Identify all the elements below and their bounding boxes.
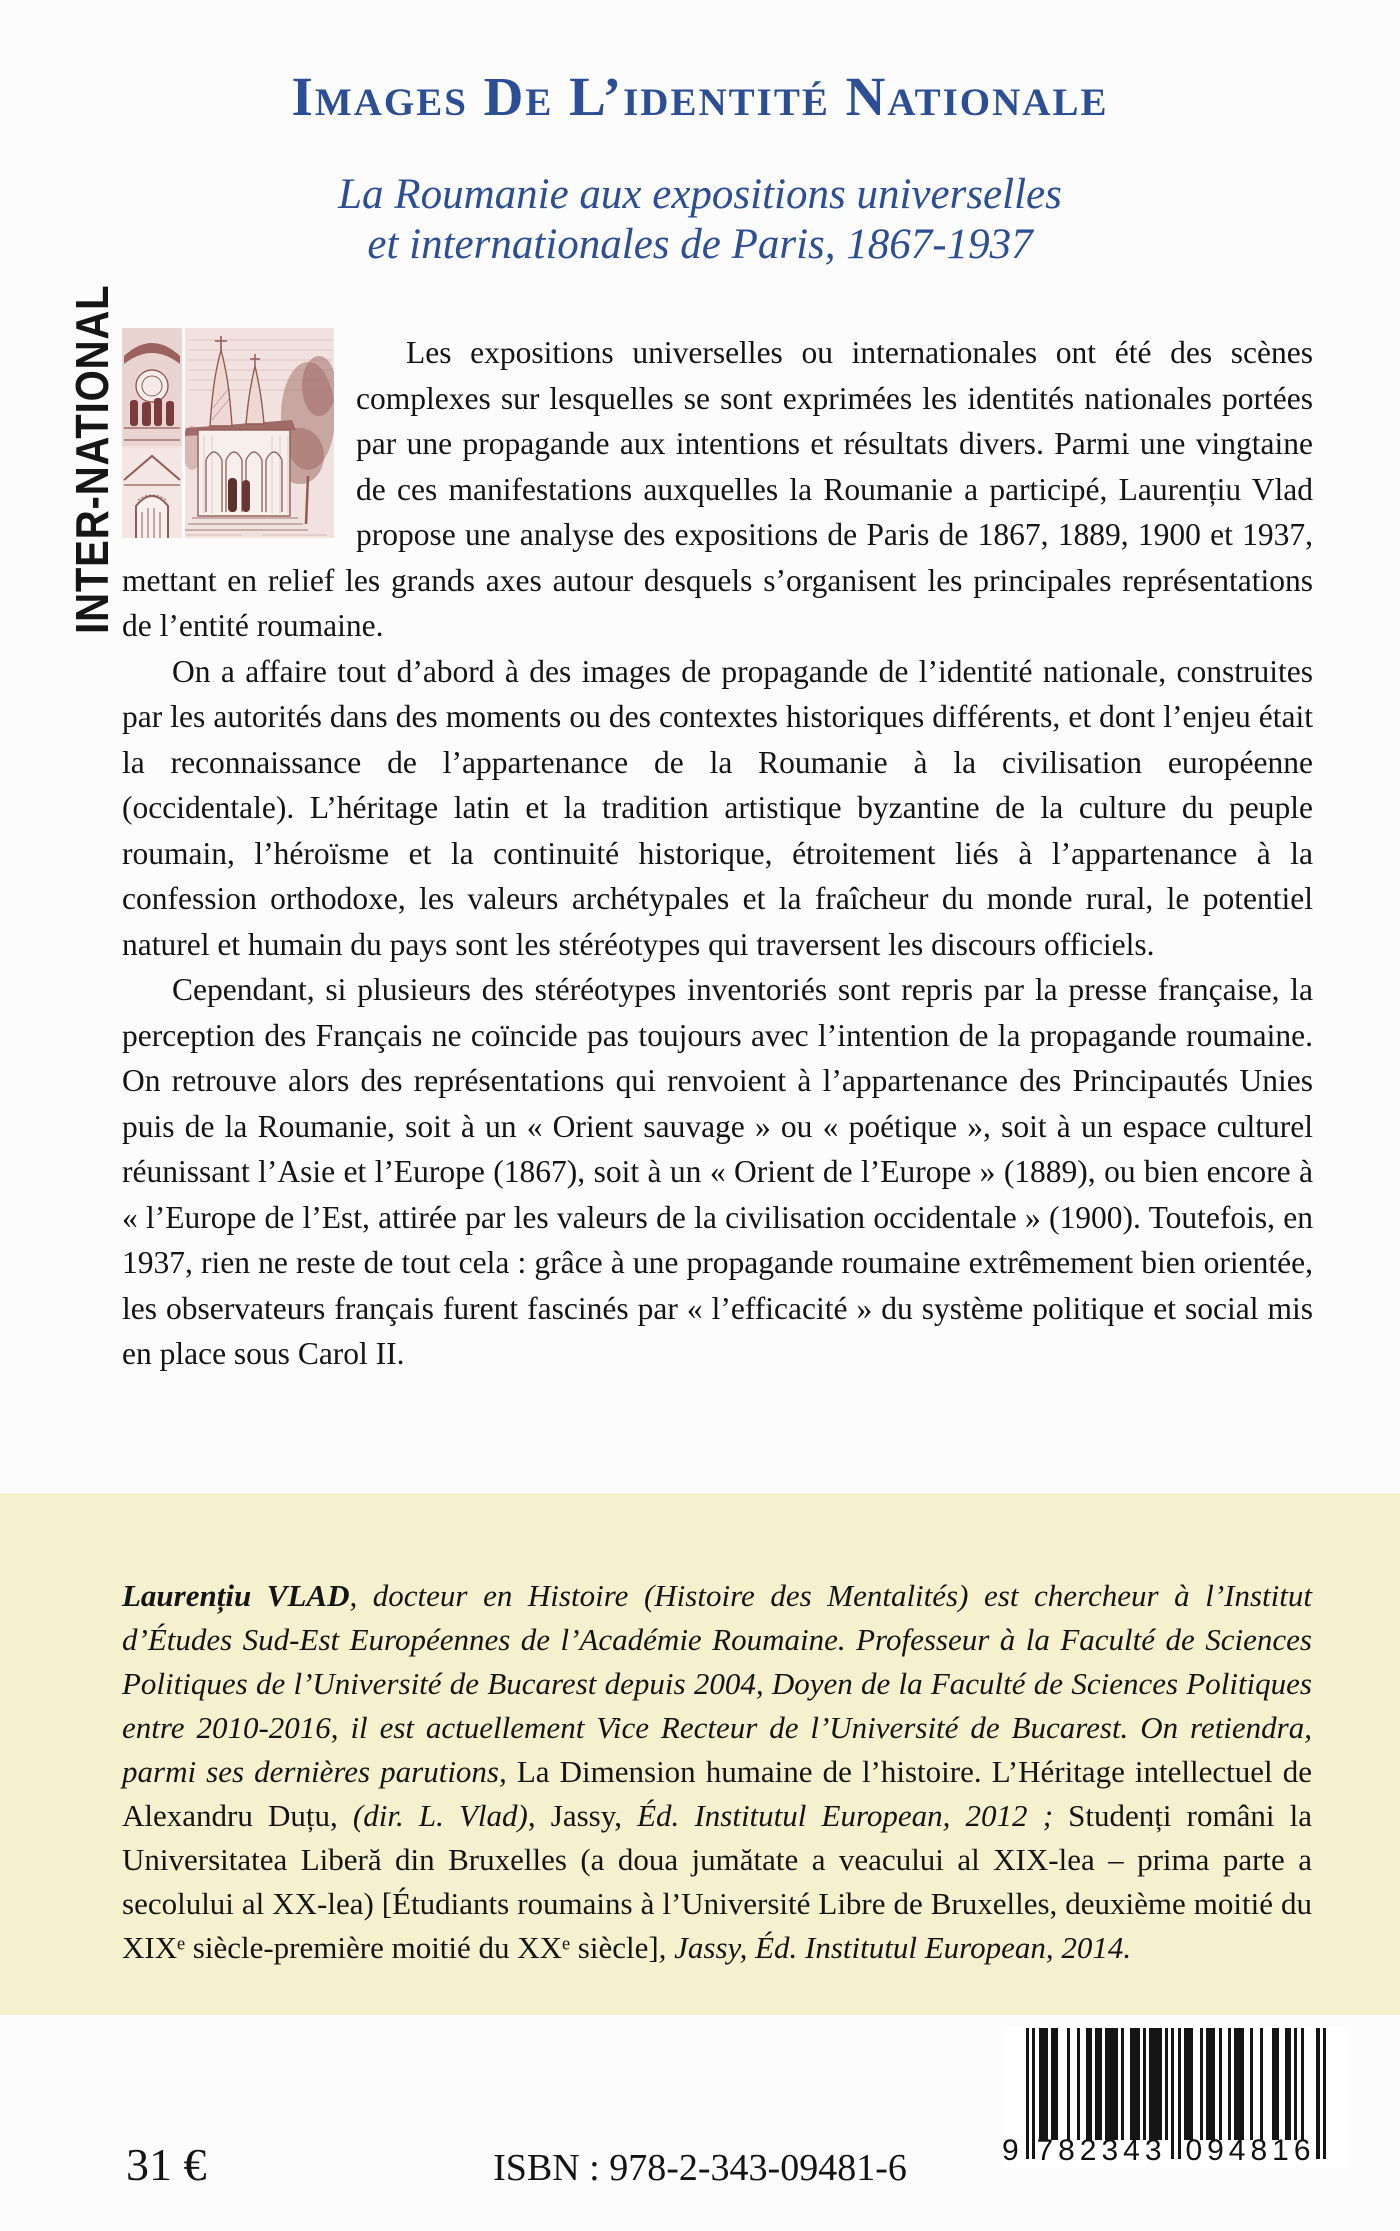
- barcode-digits-group1: 782343: [1036, 2134, 1167, 2167]
- book-subtitle: [0, 170, 1400, 270]
- book-title: Images De L’identité Nationale: [291, 66, 1109, 127]
- paragraph-1-text: Les expositions universelles ou internationales ont été des scènes complexes sur lesquelles se sont exprimées les identités nationales portées par une propagande aux intentions et résultats divers. Parmi une vingtaine de ces manifestations auxquelles la Roumanie a participé, Laurențiu Vlad propose une analyse des expositions de Paris de 1867, 1889, 1900 et 1937, mettant en relief les grands axes autour desquels s’organisent les principales représentations de l’entité roumaine.: [122, 335, 1313, 643]
- price-label: 31 €: [126, 2139, 207, 2190]
- pavilion-engraving-image: [122, 328, 334, 538]
- author-bio-text: Laurențiu VLAD, docteur en Histoire (Histoire des Mentalités) est chercheur à l’Institut d’Études Sud-Est Européennes de l’Académie Roumaine. Professeur à la Faculté de Sciences Politiques de l’Université de Bucarest depuis 2004, Doyen de la Faculté de Sciences Politiques entre 2010-2016, il est actuellement Vice Recteur de l’Université de Bucarest. On retiendra, parmi ses dernières parutions, La Dimension humaine de l’histoire. L’Héritage intellectuel de Alexandru Duțu, (dir. L. Vlad), Jassy, Éd. Institutul European, 2012 ; Studenți români la Universitatea Liberă din Bruxelles (a doua jumătate a veacului al XIX-lea – prima parte a secolului al XX-lea) [Étudiants roumains à l’Université Libre de Bruxelles, deuxième moitié du XIXᵉ siècle-première moitié du XXᵉ siècle], Jassy, Éd. Institutul European, 2014.: [122, 1578, 1312, 1965]
- ean13-barcode: [1002, 2026, 1350, 2168]
- collage-left-bottom: [122, 448, 182, 538]
- back-cover-text: [122, 330, 1313, 1377]
- paragraph-2: On a affaire tout d’abord à des images de propagande de l’identité nationale, construites par les autorités dans des moments ou des contextes historiques différents, et dont l’enjeu était la reconnaissance de l’appartenance de la Roumanie à la civilisation européenne (occidentale). L’héritage latin et la tradition artistique byzantine de la culture du peuple roumain, l’héroïsme et la continuité historique, étroitement liés à l’appartenance à la confession orthodoxe, les valeurs archétypales et la fraîcheur du monde rural, le potentiel naturel et humain du pays sont les stéréotypes qui traversent les discours officiels.: [122, 653, 1313, 962]
- isbn-label: ISBN : 978-2-343-09481-6: [493, 2147, 907, 2189]
- figure: [242, 480, 250, 512]
- romanian-pavilion-engraving: [122, 328, 334, 538]
- header: [0, 0, 1400, 270]
- author-bio-band: [0, 1493, 1400, 2015]
- subtitle-line-2: et internationales de Paris, 1867-1937: [367, 221, 1033, 268]
- subtitle-line-1: La Roumanie aux expositions universelles: [338, 171, 1062, 218]
- collage-left-top: [122, 328, 182, 446]
- barcode-digits-group2: 094816: [1185, 2134, 1316, 2167]
- collection-label-vertical: INTER-NATIONAL: [66, 284, 118, 634]
- barcode-digit-leading: 9: [1002, 2134, 1019, 2167]
- paragraph-1: [122, 330, 1313, 649]
- figure: [228, 478, 237, 512]
- paragraph-3: Cependant, si plusieurs des stéréotypes inventoriés sont repris par la presse française, la perception des Français ne coïncide pas toujours avec l’intention de la propagande roumaine. On retrouve alors des représentations qui renvoient à l’appartenance des Principautés Unies puis de la Roumanie, soit à un « Orient sauvage » ou « poétique », soit à un espace culturel réunissant l’Asie et l’Europe (1867), soit à un « Orient de l’Europe » (1889), ou bien encore à « l’Europe de l’Est, attirée par les valeurs de la civilisation occidentale » (1900). Toutefois, en 1937, rien ne reste de tout cela : grâce à une propagande roumaine extrêmement bien orientée, les observateurs français furent fascinés par « l’efficacité » du système politique et social mis en place sous Carol II.: [122, 972, 1313, 1371]
